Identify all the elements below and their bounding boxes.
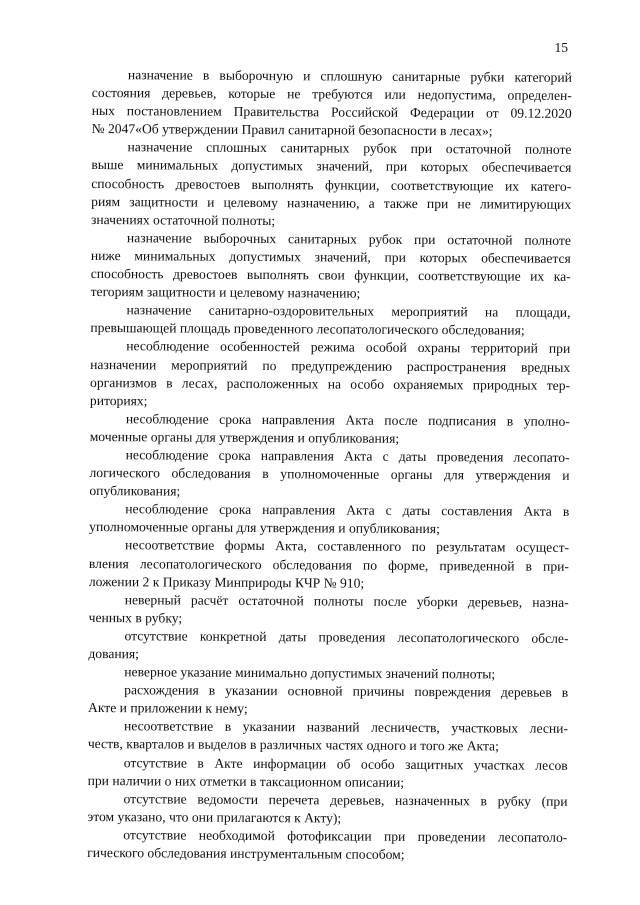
- text-line: честв, кварталов и выделов в различных частях одного и того же Акта;: [87, 736, 499, 754]
- text-line: несоблюдение особенностей режима особой охраны территорий при: [126, 338, 571, 357]
- paragraph: [89, 536, 569, 593]
- text-line: вления лесопатологического обследования по форме, приведенной в при-: [88, 555, 570, 574]
- paragraph: [90, 301, 570, 340]
- text-line: расхождения в указании основной причины повреждения деревьев в: [124, 682, 569, 701]
- text-line: риям защитности и целевому назначению, а также при не лимитирующих: [91, 193, 572, 212]
- text-line: при наличии о них отметки в таксационном описании;: [87, 772, 405, 790]
- text-line: уполномоченные органы для утверждения и опубликования;: [89, 519, 440, 537]
- text-line: дования;: [88, 645, 140, 662]
- text-line: тегориям защитности и целевому назначению;: [90, 284, 361, 301]
- text-line: состояния деревьев, которые не требуются или недопустима, определен-: [91, 85, 572, 104]
- text-line: несоблюдение срока направления Акта с даты проведения лесопато-: [125, 447, 570, 465]
- text-line: отсутствие необходимой фотофиксации при проведении лесопатоло-: [123, 827, 568, 845]
- text-line: моченные органы для утверждения и опубликования;: [89, 428, 400, 446]
- paragraph: [90, 337, 570, 412]
- text-line: ниже минимальных допустимых значений, при которых обеспечивается: [90, 247, 571, 266]
- text-line: способность древостоев выполнять функции, соответствующие их катего-: [91, 175, 572, 194]
- text-line: неверный расчёт остаточной полноты после уборки деревьев, назна-: [124, 591, 569, 610]
- paragraph: [87, 826, 567, 865]
- paragraph: [92, 66, 572, 141]
- text-line: ложении 2 к Приказу Минприроды КЧР № 910;: [88, 573, 365, 591]
- text-line: отсутствие конкретной даты проведения лесопатологического обсле-: [124, 628, 569, 646]
- text-line: несоблюдение срока направления Акта с даты составления Акта в: [125, 501, 570, 520]
- text-line: гического обследования инструментальным способом;: [87, 845, 405, 862]
- text-line: несоответствие формы Акта, составленного по результатам осущест-: [125, 537, 570, 556]
- page-number: 15: [554, 40, 568, 55]
- paragraph: [89, 591, 569, 630]
- text-line: Акте и приложении к нему;: [88, 700, 248, 717]
- text-line: отсутствие в Акте информации об особо защитных участках лесов: [123, 754, 568, 773]
- text-line: выше минимальных допустимых значений, при которых обеспечивается: [91, 157, 572, 176]
- paragraph: [88, 681, 568, 720]
- text-line: этом указано, что они прилагаются к Акту);: [87, 808, 342, 826]
- text-line: значениях остаточной полноты;: [91, 211, 276, 228]
- paragraph: [88, 627, 568, 666]
- text-line: № 2047«Об утверждении Правил санитарной безопасности в лесах»;: [91, 121, 493, 139]
- text-line: назначение сплошных санитарных рубок при остаточной полноте: [127, 139, 572, 158]
- paragraph: [90, 410, 570, 449]
- text-line: назначение в выборочную и сплошную санитарные рубки категорий: [127, 67, 572, 85]
- paragraph: [87, 790, 567, 829]
- text-line: логического обследования в уполномоченные органы для утверждения и: [89, 465, 570, 483]
- text-line: превышающей площадь проведенного лесопатологического обследования;: [90, 320, 525, 338]
- text-line: ченных в рубку;: [88, 609, 183, 626]
- paragraph: [91, 229, 571, 304]
- text-line: ных постановлением Правительства Российской Федерации от 09.12.2020: [91, 103, 572, 122]
- paragraph: [88, 754, 568, 793]
- text-line: несоблюдение срока направления Акта после подписания в уполно-: [125, 410, 570, 429]
- text-line: назначение санитарно-оздоровительных мероприятий на площади,: [126, 302, 571, 321]
- text-line: несоответствие в указании названий лесничеств, участковых лесни-: [123, 718, 569, 737]
- paragraph: [89, 446, 569, 503]
- text-line: отсутствие ведомости перечета деревьев, назначенных в рубку (при: [123, 790, 568, 809]
- text-line: назначении мероприятий по предупреждению распространения вредных: [90, 356, 571, 375]
- text-line: организмов в лесах, расположенных на особо охраняемых природных тер-: [90, 374, 571, 393]
- paragraph: [91, 138, 572, 231]
- paragraph: [88, 717, 568, 756]
- body-text: [87, 66, 572, 865]
- text-line: назначение выборочных санитарных рубок при остаточной полноте: [126, 230, 571, 248]
- text-line: риториях;: [89, 392, 148, 409]
- text-line: неверное указание минимально допустимых значений полноты;: [124, 664, 496, 682]
- paragraph: [89, 500, 569, 539]
- text-line: опубликования;: [89, 483, 181, 499]
- text-line: способность древостоев выполнять свои функции, соответствующие их ка-: [90, 266, 571, 284]
